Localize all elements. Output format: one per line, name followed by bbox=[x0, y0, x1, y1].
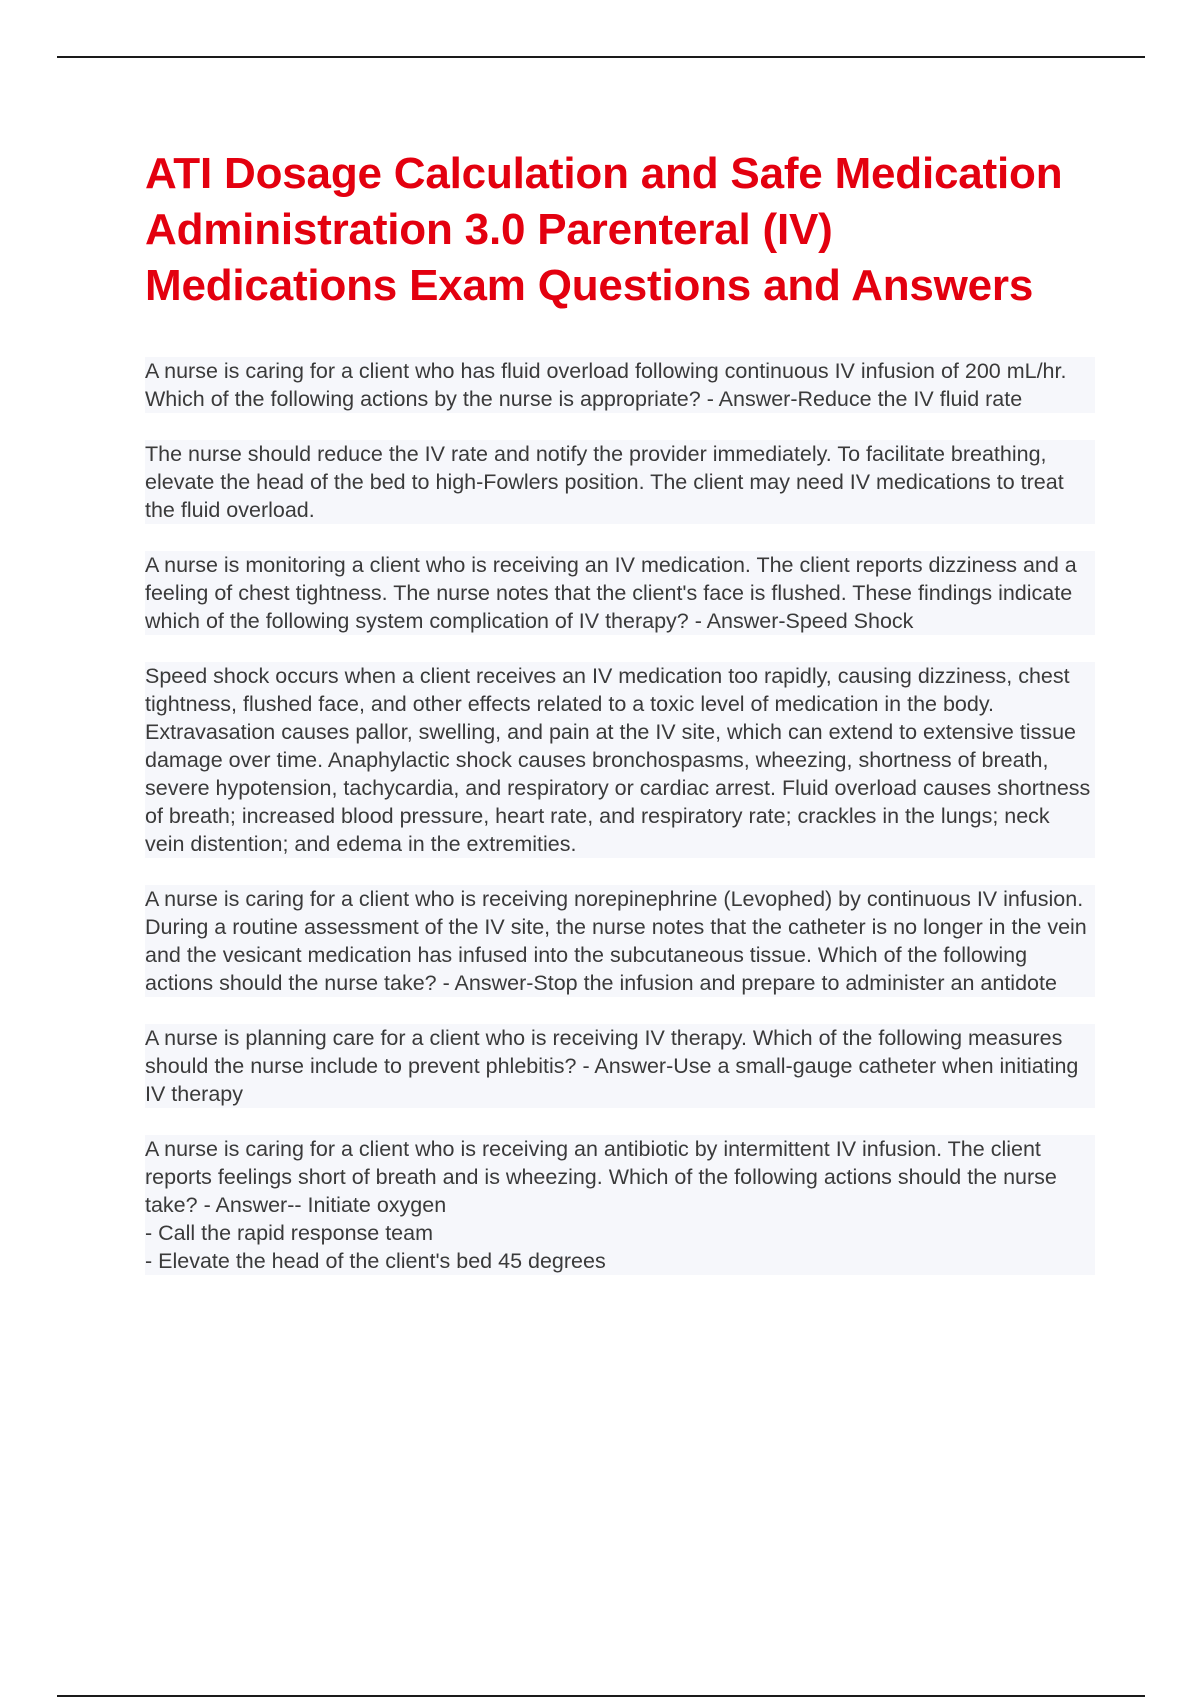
question-paragraph: A nurse is monitoring a client who is receiving an IV medication. The client reports dizziness and a feeling of chest tightness. The nurse notes that the client's face is flushed. These findings indicate which of the following system complication of IV therapy? - Answer-Speed Shock bbox=[145, 551, 1095, 635]
question-paragraph: A nurse is caring for a client who has fluid overload following continuous IV infusion of 200 mL/hr. Which of the following actions by the nurse is appropriate? - Answer-Reduce the IV fluid rate bbox=[145, 357, 1095, 413]
question-paragraph: A nurse is planning care for a client who is receiving IV therapy. Which of the following measures should the nurse include to prevent phlebitis? - Answer-Use a small-gauge catheter when initiating IV therapy bbox=[145, 1024, 1095, 1108]
document-title: ATI Dosage Calculation and Safe Medication Administration 3.0 Parenteral (IV) Medications Exam Questions and Answers bbox=[145, 149, 1063, 310]
explanation-paragraph: The nurse should reduce the IV rate and notify the provider immediately. To facilitate breathing, elevate the head of the bed to high-Fowlers position. The client may need IV medications to treat the fluid overload. bbox=[145, 440, 1095, 524]
footer-rule bbox=[57, 1695, 1145, 1697]
header-rule bbox=[57, 56, 1145, 58]
question-paragraph: A nurse is caring for a client who is receiving an antibiotic by intermittent IV infusion. The client reports feelings short of breath and is wheezing. Which of the following actions should the nurse take? - Answer-- Initiate oxygen - Call the rapid response team - Elevate the head of the client's bed 45 degrees bbox=[145, 1135, 1095, 1275]
explanation-paragraph: Speed shock occurs when a client receives an IV medication too rapidly, causing dizziness, chest tightness, flushed face, and other effects related to a toxic level of medication in the body. Extravasation causes pallor, swelling, and pain at the IV site, which can extend to extensive tissue damage over time. Anaphylactic shock causes bronchospasms, wheezing, shortness of breath, severe hypotension, tachycardia, and respiratory or cardiac arrest. Fluid overload causes shortness of breath; increased blood pressure, heart rate, and respiratory rate; crackles in the lungs; neck vein distention; and edema in the extremities. bbox=[145, 662, 1095, 858]
document-body bbox=[145, 146, 1095, 1302]
question-paragraph: A nurse is caring for a client who is receiving norepinephrine (Levophed) by continuous IV infusion. During a routine assessment of the IV site, the nurse notes that the catheter is no longer in the vein and the vesicant medication has infused into the subcutaneous tissue. Which of the following actions should the nurse take? - Answer-Stop the infusion and prepare to administer an antidote bbox=[145, 885, 1095, 997]
